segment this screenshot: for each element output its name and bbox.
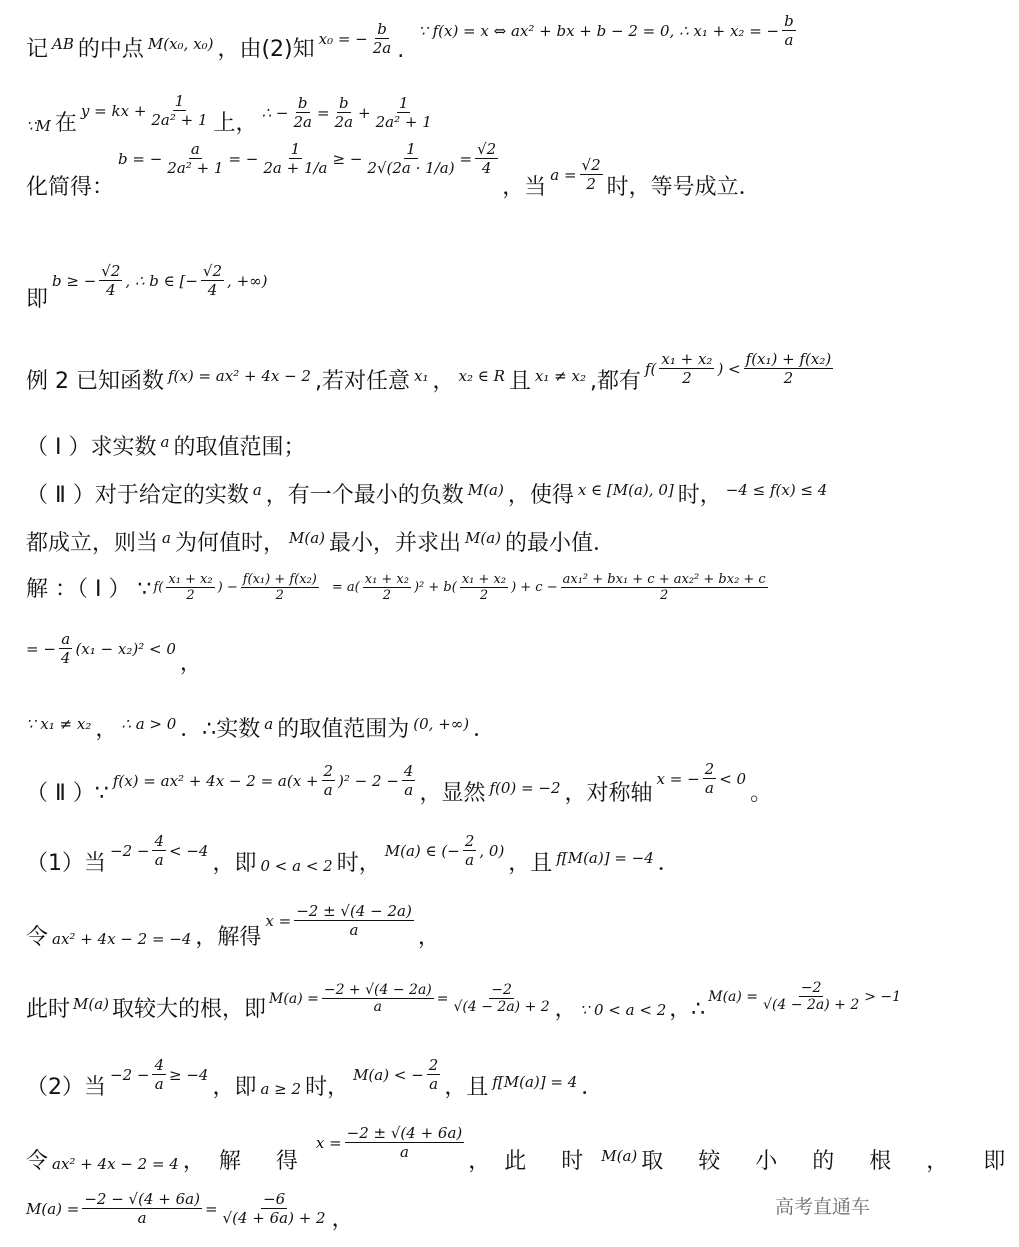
math-fraction-group [52, 262, 267, 299]
math: M(a) [288, 529, 325, 547]
denominator: 4 [60, 649, 71, 667]
math: x = − [656, 769, 700, 788]
fraction [363, 572, 411, 603]
line-12 [26, 760, 890, 807]
math: ax² + 4x − 2 = 4 [52, 1155, 179, 1173]
fraction [561, 572, 768, 603]
text: 化简得： [26, 175, 115, 200]
math: ∵ f(x) = x ⇔ ax² + bx + b − 2 = 0, ∴ x₁ + x₂ = − [418, 21, 780, 40]
math-fraction-group [262, 94, 434, 131]
math: x ∈ [M(a), 0] [577, 481, 674, 499]
text: 取较大的根，即 [112, 997, 267, 1022]
math: x = [265, 911, 292, 930]
numerator: f(x₁) + f(x₂) [242, 572, 317, 587]
numerator: b [338, 94, 349, 112]
numerator: 2 [428, 1056, 439, 1074]
text: 即 [26, 287, 49, 312]
text: 的取值范围； [173, 435, 306, 460]
math: ≥ −4 [169, 1065, 209, 1084]
denominator: 2a [334, 113, 354, 131]
text: 为何值时， [174, 531, 285, 556]
math-fraction-group [118, 140, 498, 177]
math: AB [52, 35, 74, 53]
text: （2）当 [26, 1075, 106, 1100]
fraction [659, 350, 714, 387]
denominator: 4 [481, 159, 492, 177]
text: ，有一个最小的负数 [265, 483, 464, 508]
math: ax² + 4x − 2 = −4 [52, 930, 192, 948]
numerator: 1 [290, 140, 301, 158]
fraction [580, 156, 603, 193]
numerator: −2 ± √(4 − 2a) [296, 902, 412, 920]
math: ) + c − [511, 580, 558, 595]
line-15 [26, 980, 902, 1023]
numerator: √2 [477, 140, 497, 158]
text: ，此 时 [468, 1149, 598, 1174]
denominator: 2 [479, 588, 489, 603]
math: = − [26, 639, 56, 658]
fraction [427, 1056, 441, 1093]
fraction [782, 12, 796, 49]
denominator: a [784, 31, 794, 49]
numerator: 4 [403, 762, 414, 780]
math-fraction-group [81, 92, 210, 129]
denominator: a [154, 851, 164, 869]
text: ，解 得 [182, 1149, 312, 1174]
text: ， [179, 651, 202, 676]
math: + [358, 103, 371, 122]
text: 时， [677, 483, 722, 508]
text: 上， [213, 111, 258, 136]
math: x₂ ∈ R [458, 367, 505, 385]
fraction [374, 94, 434, 131]
numerator: a [190, 140, 200, 158]
math-fraction-group [353, 1056, 440, 1093]
fraction [201, 262, 224, 299]
text: ，即 [212, 1075, 257, 1100]
line-2 [26, 92, 890, 137]
math: f( [644, 359, 657, 378]
numerator: 4 [154, 832, 164, 850]
denominator: a [399, 1143, 409, 1161]
math: ) − [217, 580, 238, 595]
math: M(a) = [269, 990, 319, 1007]
line-1 [26, 12, 890, 63]
math: ∴ − [261, 103, 289, 122]
numerator: −2 ± √(4 + 6a) [346, 1124, 463, 1142]
denominator: a [323, 781, 333, 799]
fraction [744, 350, 834, 387]
math: b ≥ − [52, 271, 97, 290]
text: ． [581, 1075, 604, 1100]
numerator: ax₁² + bx₁ + c + ax₂² + bx₂ + c [562, 572, 766, 587]
fraction [402, 762, 416, 799]
fraction [261, 140, 329, 177]
math: M(a) [601, 1147, 638, 1165]
math-fraction-group [113, 762, 416, 799]
math: a ≥ 2 [260, 1080, 302, 1098]
numerator: 1 [398, 94, 409, 112]
math-fraction-group [110, 832, 208, 869]
math-fraction-group [418, 12, 795, 49]
fraction [149, 92, 209, 129]
math: = [204, 1199, 218, 1218]
math: a [160, 433, 170, 451]
text: 都成立，则当 [26, 531, 159, 556]
text: 例 2 已知函数 [26, 369, 164, 394]
math: ∴ a > 0 [121, 715, 177, 733]
math: f(x) = ax² + 4x − 2 [167, 367, 311, 385]
line-13 [26, 832, 890, 877]
math: M(a) ∈ (− [384, 841, 460, 860]
denominator: 2a² + 1 [151, 111, 208, 129]
fraction [333, 94, 356, 131]
numerator: b [297, 94, 308, 112]
math-fraction-group [657, 760, 747, 797]
fraction [165, 140, 225, 177]
fraction [152, 1056, 166, 1093]
text: 解 ：（ Ⅰ ） ∵ [26, 577, 152, 602]
text: ,若对任意 [314, 369, 410, 394]
math-fraction-group [385, 832, 505, 869]
numerator: −2 + √(4 − 2a) [323, 982, 432, 998]
denominator: a [704, 779, 714, 797]
math: (x₁ − x₂)² < 0 [75, 639, 176, 658]
line-8 [26, 526, 890, 557]
numerator: x₁ + x₂ [168, 572, 213, 587]
line-6 [26, 430, 890, 461]
numerator: √2 [581, 156, 601, 174]
denominator: 2a² + 1 [167, 159, 224, 177]
denominator: 2√(2a · 1/a) [367, 159, 455, 177]
text: ，显然 [419, 781, 486, 806]
text: 时， [336, 851, 381, 876]
math: ∵ x₁ ≠ x₂ [26, 715, 92, 733]
text: （ Ⅱ ）对于给定的实数 [26, 483, 249, 508]
text: ． [657, 851, 680, 876]
numerator: x₁ + x₂ [364, 572, 409, 587]
math: M(a) = [708, 988, 759, 1005]
math-fraction-group [26, 1190, 328, 1227]
math: a = [550, 165, 577, 184]
math: x₁ ≠ x₂ [534, 367, 586, 385]
fraction [59, 630, 73, 667]
text: ，∴ [669, 997, 706, 1022]
text: 。 [750, 781, 773, 806]
text: 的取值范围为 [277, 717, 410, 742]
text: ，即 [212, 851, 257, 876]
fraction [365, 140, 456, 177]
math: a [162, 529, 171, 547]
numerator: −6 [263, 1190, 286, 1208]
math: )² − 2 − [338, 771, 399, 790]
fraction [475, 140, 498, 177]
math-fraction-group [316, 1124, 464, 1161]
math: = [316, 103, 330, 122]
text: 的中点 [77, 37, 144, 62]
denominator: 2a + 1/a [263, 159, 328, 177]
denominator: a [137, 1209, 147, 1227]
denominator: 4 [207, 281, 218, 299]
text: ， [432, 369, 455, 394]
text: （ Ⅱ ）∵ [26, 781, 109, 806]
numerator: −2 − √(4 + 6a) [84, 1190, 200, 1208]
text: 令 [26, 1149, 49, 1174]
numerator: b [377, 20, 387, 38]
math: M(a) = [26, 1199, 80, 1218]
numerator: f(x₁) + f(x₂) [745, 350, 832, 368]
denominator: a [465, 851, 475, 869]
fraction [371, 20, 394, 57]
text: ， [554, 997, 577, 1022]
text: ， [417, 925, 440, 950]
denominator: 2 [275, 588, 284, 603]
fraction [322, 762, 336, 799]
text: （ Ⅰ ）求实数 [26, 435, 157, 460]
denominator: a [373, 999, 382, 1015]
text: ． [473, 717, 496, 742]
math: f( [153, 580, 164, 595]
fraction [460, 572, 508, 603]
denominator: √(4 − 2a) + 2 [763, 997, 860, 1013]
watermark: 高考直通车 [774, 1196, 870, 1218]
math: < 0 [719, 769, 747, 788]
math: ) < [717, 359, 741, 378]
denominator: 2a [372, 39, 392, 57]
text: ， [331, 1207, 354, 1232]
math: ∵ 0 < a < 2 [579, 1001, 667, 1019]
math: x₁ [413, 367, 429, 385]
fraction [152, 832, 166, 869]
denominator: 2 [783, 369, 794, 387]
numerator: b [784, 12, 794, 30]
text: ， [95, 717, 118, 742]
numerator: 2 [704, 760, 715, 778]
text: 的最小值． [505, 531, 616, 556]
math: x = [315, 1133, 342, 1152]
math-fraction-group [708, 980, 901, 1013]
math: f(0) = −2 [489, 779, 561, 797]
denominator: 2 [382, 588, 391, 603]
denominator: 2 [660, 588, 669, 603]
math: (0, +∞) [413, 715, 470, 733]
denominator: a [154, 1075, 164, 1093]
math: f[M(a)] = −4 [556, 849, 654, 867]
text: ,都有 [589, 369, 641, 394]
math: b = − [118, 149, 163, 168]
fraction [166, 572, 214, 603]
math: −4 ≤ f(x) ≤ 4 [725, 481, 828, 499]
math: M(a) [467, 481, 504, 499]
math: ∵M [26, 117, 51, 135]
math-fraction-group [550, 156, 602, 193]
math: y = kx + [80, 101, 147, 120]
fraction [241, 572, 319, 603]
numerator: 1 [406, 140, 416, 158]
numerator: 1 [174, 92, 185, 110]
numerator: 2 [464, 832, 475, 850]
denominator: a [404, 781, 414, 799]
denominator: √(4 + 6a) + 2 [222, 1209, 326, 1227]
line-10 [26, 630, 890, 677]
line-3 [26, 140, 890, 201]
math-fraction-group [26, 630, 176, 667]
text: 记 [26, 37, 49, 62]
math: M(a) [73, 995, 110, 1013]
math: −2 − [110, 841, 150, 860]
denominator: a [429, 1075, 439, 1093]
fraction [703, 760, 717, 797]
text: ，解得 [195, 925, 262, 950]
text: 时，等号成立． [606, 175, 761, 200]
math: f(x) = ax² + 4x − 2 = a(x + [112, 771, 319, 790]
math: 0 < a < 2 [260, 857, 333, 875]
numerator: 4 [154, 1056, 164, 1074]
text: ．∴实数 [180, 717, 261, 742]
fraction [82, 1190, 202, 1227]
denominator: 2 [586, 175, 596, 193]
text: . [397, 38, 405, 63]
text: 最小，并求出 [329, 531, 462, 556]
numerator: x₁ + x₂ [661, 350, 713, 368]
fraction [291, 94, 314, 131]
math-fraction-group [319, 20, 394, 57]
text: ，由(2)知 [217, 37, 315, 62]
denominator: a [349, 921, 359, 939]
numerator: a [61, 630, 71, 648]
denominator: 4 [106, 281, 116, 299]
text: （1）当 [26, 851, 106, 876]
fraction [99, 262, 122, 299]
text: ，且 [444, 1075, 489, 1100]
math: = [436, 990, 449, 1007]
math: )² + b( [413, 580, 457, 595]
denominator: √(4 − 2a) + 2 [453, 999, 550, 1015]
math: x₀ = − [318, 29, 368, 48]
math: f[M(a)] = 4 [492, 1073, 578, 1091]
math: M(a) < − [353, 1065, 424, 1084]
line-18 [26, 1190, 890, 1233]
math-fraction-group [269, 982, 552, 1015]
text: 此时 [26, 997, 71, 1022]
fraction [322, 982, 434, 1015]
math: = [459, 149, 473, 168]
line-9 [26, 572, 890, 605]
math-fraction-group [265, 902, 413, 939]
math: , +∞) [227, 271, 268, 290]
math: M(a) [465, 529, 502, 547]
text: 在 [54, 111, 77, 136]
line-5 [26, 350, 890, 395]
line-11 [26, 712, 890, 743]
math-fraction-group [110, 1056, 208, 1093]
text: 时， [305, 1075, 350, 1100]
text: ，对称轴 [564, 781, 653, 806]
text: ，且 [508, 851, 553, 876]
denominator: 2a [293, 113, 312, 131]
fraction [294, 902, 414, 939]
math: > −1 [864, 988, 902, 1005]
denominator: 2 [682, 369, 692, 387]
text: ，当 [502, 175, 547, 200]
fraction [761, 980, 861, 1013]
math: < −4 [169, 841, 209, 860]
numerator: √2 [101, 262, 121, 280]
math-fraction-group [645, 350, 833, 387]
math: = a( [331, 580, 360, 595]
numerator: 2 [323, 762, 334, 780]
text: 且 [508, 369, 531, 394]
math: , ∴ b ∈ [− [125, 271, 198, 290]
denominator: 2 [186, 588, 195, 603]
numerator: x₁ + x₂ [461, 572, 507, 587]
math: , 0) [479, 841, 505, 860]
math: −2 − [110, 1065, 150, 1084]
fraction [345, 1124, 465, 1161]
fraction [451, 982, 551, 1015]
fraction [221, 1190, 328, 1227]
text: ，使得 [507, 483, 574, 508]
math: a [264, 715, 274, 733]
math: ≥ − [332, 149, 363, 168]
text: 取 较 小 的 根 ， 即 [641, 1149, 1019, 1174]
math: M(x₀, x₀) [147, 35, 214, 53]
math: = − [228, 149, 259, 168]
denominator: 2a² + 1 [375, 113, 432, 131]
numerator: −2 [491, 982, 512, 998]
numerator: −2 [800, 980, 822, 996]
text: 令 [26, 925, 49, 950]
numerator: √2 [202, 262, 223, 280]
line-7 [26, 478, 890, 509]
math: a [252, 481, 262, 499]
line-4 [26, 262, 890, 313]
line-16 [26, 1056, 890, 1101]
fraction [463, 832, 477, 869]
math-fraction-group [153, 572, 767, 603]
